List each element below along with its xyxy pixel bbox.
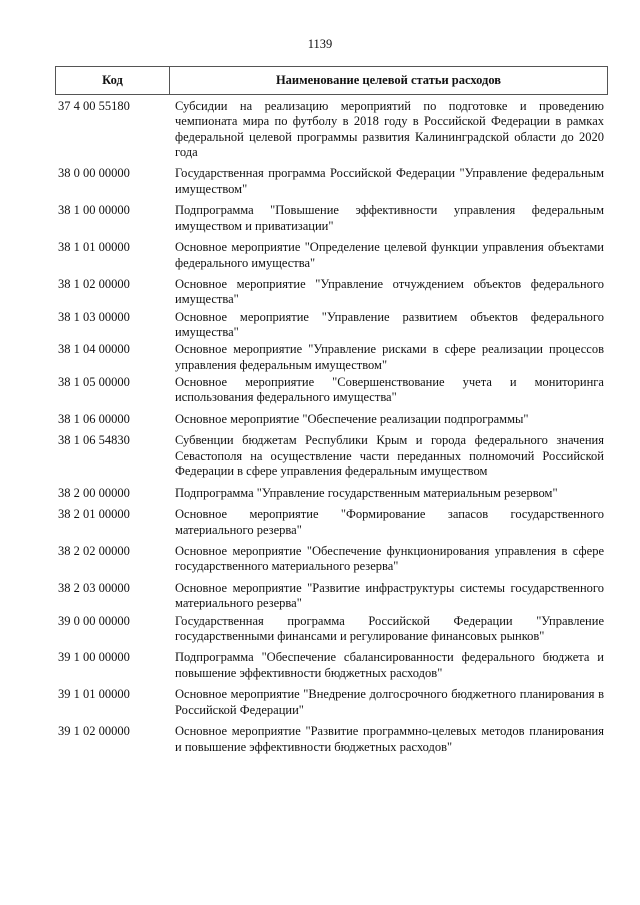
table-row	[58, 507, 604, 538]
row-code: 39 1 00 00000	[58, 650, 130, 665]
row-name: Государственная программа Российской Федерации "Управление государственными финансами и регулирование финансовых рынков"	[175, 613, 604, 643]
table-row	[58, 687, 604, 718]
table-row	[58, 310, 604, 341]
table-row	[58, 544, 604, 575]
row-code: 38 1 06 54830	[58, 433, 130, 448]
row-name: Основное мероприятие "Внедрение долгосрочного бюджетного планирования в Российской Федерации"	[175, 687, 604, 717]
column-header-code: Код	[56, 67, 170, 94]
row-name: Основное мероприятие "Развитие инфраструктуры системы государственного материального резерва"	[175, 580, 604, 611]
row-code: 38 1 03 00000	[58, 309, 130, 324]
table-row	[58, 240, 604, 271]
row-code: 38 2 01 00000	[58, 507, 130, 522]
row-code: 38 1 00 00000	[58, 203, 130, 218]
row-name: Подпрограмма "Повышение эффективности управления федеральным имуществом и приватизации"	[175, 203, 604, 233]
expense-items-list	[58, 99, 604, 761]
row-code: 38 0 00 00000	[58, 166, 130, 181]
row-name: Основное мероприятие "Совершенствование учета и мониторинга использования федерального имущества"	[175, 374, 604, 405]
row-code: 39 1 01 00000	[58, 687, 130, 702]
row-name: Основное мероприятие "Развитие программно-целевых методов планирования и повышение эффективности бюджетных расходов"	[175, 724, 604, 754]
table-row	[58, 166, 604, 197]
table-row	[58, 650, 604, 681]
row-name: Основное мероприятие "Управление отчуждением объектов федерального имущества"	[175, 277, 604, 307]
table-row	[58, 99, 604, 160]
row-name: Основное мероприятие "Формирование запасов государственного материального резерва"	[175, 507, 604, 537]
row-code: 37 4 00 55180	[58, 99, 130, 113]
table-row	[58, 433, 604, 479]
row-code: 38 1 05 00000	[58, 374, 130, 389]
row-name: Подпрограмма "Обеспечение сбалансированности федерального бюджета и повышение эффективности бюджетных расходов"	[175, 650, 604, 680]
table-row	[58, 277, 604, 308]
row-name: Подпрограмма "Управление государственным материальным резервом"	[175, 485, 558, 500]
table-row	[58, 412, 604, 427]
table-row	[58, 342, 604, 373]
row-code: 38 2 02 00000	[58, 544, 130, 559]
row-code: 38 1 06 00000	[58, 411, 130, 426]
row-name: Основное мероприятие "Обеспечение реализации подпрограммы"	[175, 411, 529, 426]
table-row	[58, 203, 604, 234]
row-code: 38 2 00 00000	[58, 485, 130, 500]
row-code: 38 1 02 00000	[58, 277, 130, 292]
row-name: Субвенции бюджетам Республики Крым и города федерального значения Севастополя на осуществление части переданных полномочий Российской Федерации в сфере управления федеральным имуществом	[175, 433, 604, 479]
row-name: Основное мероприятие "Определение целевой функции управления объектами федерального имущества"	[175, 240, 604, 270]
row-name: Основное мероприятие "Обеспечение функционирования управления в сфере государственного материального резерва"	[175, 544, 604, 574]
page-number: 1139	[307, 37, 333, 51]
table-row	[58, 614, 604, 645]
table-row	[58, 724, 604, 755]
table-row	[58, 375, 604, 406]
row-code: 39 0 00 00000	[58, 613, 130, 628]
row-code: 38 1 01 00000	[58, 240, 130, 255]
column-header-name: Наименование целевой статьи расходов	[275, 73, 502, 87]
row-name: Основное мероприятие "Управление развитием объектов федерального имущества"	[175, 309, 604, 340]
table-row	[58, 581, 604, 612]
row-name: Основное мероприятие "Управление рисками в сфере реализации процессов управления федеральным имуществом"	[175, 342, 604, 372]
table-header	[55, 66, 608, 95]
row-name: Субсидии на реализацию мероприятий по подготовке и проведению чемпионата мира по футболу в 2018 году в Российской Федерации в рамках федеральной целевой программы развития Калининградской области до 2020 года	[175, 99, 604, 159]
row-name: Государственная программа Российской Федерации "Управление федеральным имуществом"	[175, 166, 604, 196]
row-code: 39 1 02 00000	[58, 724, 130, 739]
row-code: 38 1 04 00000	[58, 342, 130, 357]
row-code: 38 2 03 00000	[58, 580, 130, 595]
table-row	[58, 486, 604, 501]
